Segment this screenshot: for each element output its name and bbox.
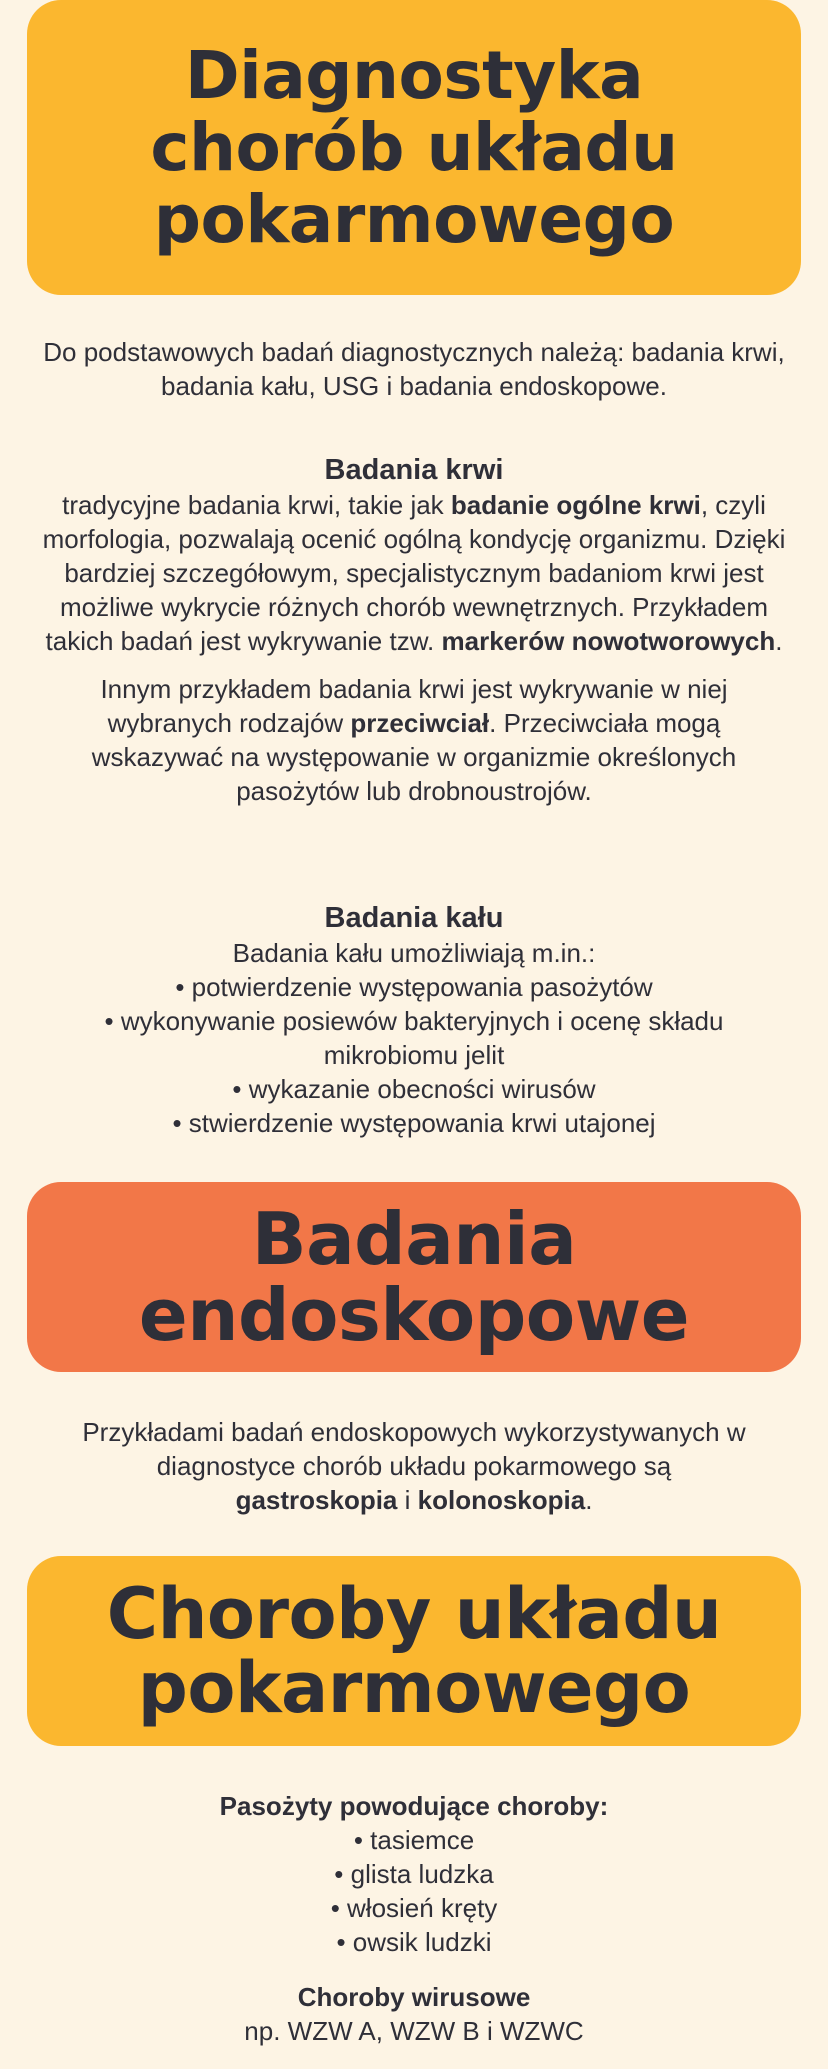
list-item: • potwierdzenie występowania pasożytów xyxy=(40,970,788,1004)
stool-section xyxy=(40,900,788,1140)
viral-heading: Choroby wirusowe xyxy=(297,1982,531,2012)
stool-list xyxy=(40,970,788,1140)
blood-heading: Badania krwi xyxy=(324,454,504,486)
blood-paragraph-2: Innym przykładem badania krwi jest wykrywanie w niej wybranych rodzajów przeciwciał. Przeciwciała mogą wskazywać na występowanie w organizmie określonych pasożytów lub drobnoustrojów. xyxy=(91,674,737,806)
list-item: • wykonywanie posiewów bakteryjnych i ocenę składu mikrobiomu jelit xyxy=(40,1004,788,1072)
list-item: • owsik ludzki xyxy=(40,1925,788,1959)
list-item: • tasiemce xyxy=(40,1823,788,1857)
page-title: Diagnostyka chorób układu pokarmowego xyxy=(150,36,678,258)
stool-heading: Badania kału xyxy=(324,902,504,934)
blood-paragraph-1: tradycyjne badania krwi, takie jak badanie ogólne krwi, czyli morfologia, pozwalają ocenić ogólną kondycję organizmu. Dzięki bardziej szczegółowym, specjalistycznym badaniom krwi jest możliwe wykrycie różnych chorób wewnętrznych. Przykładem takich badań jest wykrywanie tzw. markerów nowotworowych. xyxy=(42,490,786,656)
endoscopy-banner xyxy=(27,1182,801,1372)
list-item: • wykazanie obecności wirusów xyxy=(40,1072,788,1106)
viral-text: np. WZW A, WZW B i WZWC xyxy=(244,2016,584,2046)
parasites-heading: Pasożyty powodujące choroby: xyxy=(219,1791,609,1821)
parasites-list xyxy=(40,1823,788,1959)
endoscopy-paragraph: Przykładami badań endoskopowych wykorzystywanych w diagnostyce chorób układu pokarmowego są gastroskopia i kolonoskopia. xyxy=(82,1417,746,1515)
header-banner xyxy=(27,0,801,295)
stool-intro: Badania kału umożliwiają m.in.: xyxy=(232,938,596,968)
list-item: • stwierdzenie występowania krwi utajonej xyxy=(40,1106,788,1140)
viral-section xyxy=(40,1980,788,2048)
diseases-title: Choroby układu pokarmowego xyxy=(106,1573,722,1729)
intro-paragraph: Do podstawowych badań diagnostycznych należą: badania krwi, badania kału, USG i badania endoskopowe. xyxy=(43,337,785,401)
parasites-section xyxy=(40,1789,788,1959)
blood-section xyxy=(40,452,788,808)
list-item: • glista ludzka xyxy=(40,1857,788,1891)
endoscopy-title: Badania endoskopowe xyxy=(138,1197,690,1357)
list-item: • włosień kręty xyxy=(40,1891,788,1925)
diseases-banner xyxy=(27,1556,801,1746)
